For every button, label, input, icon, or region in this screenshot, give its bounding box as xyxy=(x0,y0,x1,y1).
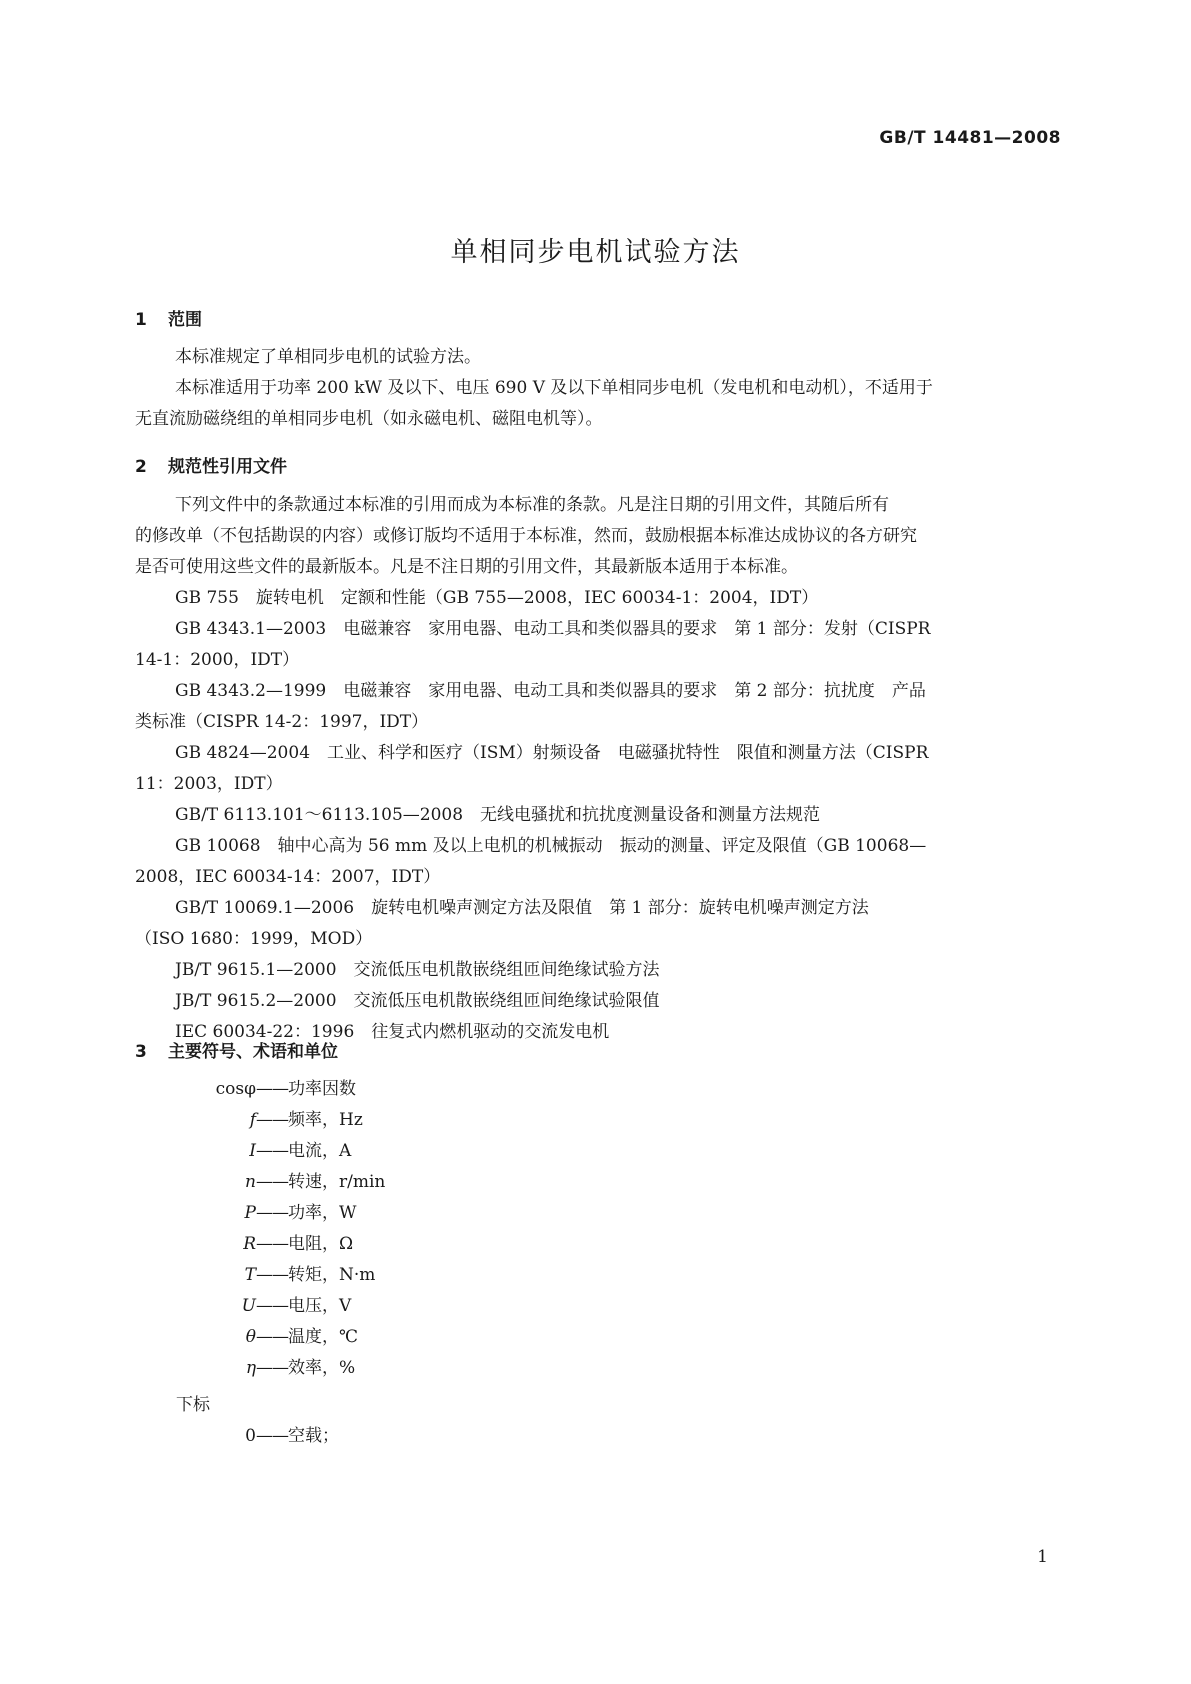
subscript-symbol: 0 xyxy=(245,1426,256,1446)
symbol-desc: 电流，A xyxy=(288,1141,352,1161)
reference-item-cont: 11：2003，IDT） xyxy=(135,774,283,794)
symbol-desc: 功率因数 xyxy=(288,1079,356,1099)
reference-item: GB/T 6113.101～6113.105—2008 无线电骚扰和抗扰度测量设备和测量方法规范 xyxy=(175,805,821,825)
section-number: 2 xyxy=(135,457,147,477)
symbol: I xyxy=(249,1141,256,1161)
dash: —— xyxy=(256,1426,288,1446)
section-title: 主要符号、术语和单位 xyxy=(168,1042,338,1062)
symbol: T xyxy=(244,1265,256,1285)
section-2-intro xyxy=(135,490,1057,583)
dash: —— xyxy=(256,1358,288,1378)
symbol-row xyxy=(176,1105,385,1136)
reference-item: GB 4824—2004 工业、科学和医疗（ISM）射频设备 电磁骚扰特性 限值和测量方法（CISPR xyxy=(175,743,929,763)
document-title: 单相同步电机试验方法 xyxy=(450,237,741,268)
symbol-row xyxy=(176,1136,385,1167)
reference-item-cont: 类标准（CISPR 14-2：1997，IDT） xyxy=(135,712,429,732)
reference-item: GB/T 10069.1—2006 旋转电机噪声测定方法及限值 第 1 部分：旋转电机噪声测定方法 xyxy=(175,898,869,918)
section-2-heading xyxy=(135,452,287,477)
reference-item-cont: 2008，IEC 60034-14：2007，IDT） xyxy=(135,867,441,887)
paragraph-line: 本标准适用于功率 200 kW 及以下、电压 690 V 及以下单相同步电机（发电机和电动机），不适用于 xyxy=(175,378,933,398)
reference-item: JB/T 9615.2—2000 交流低压电机散嵌绕组匝间绝缘试验限值 xyxy=(175,991,660,1011)
symbol-list xyxy=(176,1074,385,1384)
symbol-desc: 电压，V xyxy=(288,1296,352,1316)
section-3-heading xyxy=(135,1037,338,1062)
reference-item: GB 4343.2—1999 电磁兼容 家用电器、电动工具和类似器具的要求 第 2 部分：抗扰度 产品 xyxy=(175,681,926,701)
section-1-body xyxy=(135,342,1057,435)
section-title: 范围 xyxy=(168,310,202,330)
paragraph-line: 下列文件中的条款通过本标准的引用而成为本标准的条款。凡是注日期的引用文件，其随后所有 xyxy=(175,495,889,515)
symbol-desc: 转速，r/min xyxy=(288,1172,386,1192)
symbol: n xyxy=(245,1172,256,1192)
symbol-row xyxy=(176,1229,385,1260)
reference-item: JB/T 9615.1—2000 交流低压电机散嵌绕组匝间绝缘试验方法 xyxy=(175,960,660,980)
section-number: 1 xyxy=(135,310,147,330)
reference-list xyxy=(135,583,1057,1048)
dash: —— xyxy=(256,1327,288,1347)
dash: —— xyxy=(256,1296,288,1316)
symbol-desc: 功率，W xyxy=(288,1203,357,1223)
reference-item: GB 4343.1—2003 电磁兼容 家用电器、电动工具和类似器具的要求 第 1 部分：发射（CISPR xyxy=(175,619,931,639)
reference-item: IEC 60034-22：1996 往复式内燃机驱动的交流发电机 xyxy=(175,1022,610,1042)
paragraph-line: 无直流励磁绕组的单相同步电机（如永磁电机、磁阻电机等）。 xyxy=(135,409,603,429)
dash: —— xyxy=(256,1079,288,1099)
page-number: 1 xyxy=(1037,1547,1048,1567)
dash: —— xyxy=(256,1203,288,1223)
section-1-heading xyxy=(135,305,202,330)
symbol: P xyxy=(244,1203,256,1223)
subscript-row xyxy=(176,1421,339,1446)
subscript-desc: 空载； xyxy=(288,1426,339,1446)
symbol: η xyxy=(245,1358,256,1378)
symbol: U xyxy=(241,1296,256,1316)
paragraph-line: 是否可使用这些文件的最新版本。凡是不注日期的引用文件，其最新版本适用于本标准。 xyxy=(135,557,798,577)
symbol-desc: 频率，Hz xyxy=(288,1110,363,1130)
symbol: cosφ xyxy=(215,1079,256,1099)
section-number: 3 xyxy=(135,1042,147,1062)
reference-item-cont: 14-1：2000，IDT） xyxy=(135,650,300,670)
symbol-row xyxy=(176,1353,385,1384)
standard-code: GB/T 14481—2008 xyxy=(879,128,1061,148)
symbol: θ xyxy=(245,1327,256,1347)
symbol-desc: 温度，℃ xyxy=(288,1327,359,1347)
reference-item: GB 10068 轴中心高为 56 mm 及以上电机的机械振动 振动的测量、评定及限值（GB 10068— xyxy=(175,836,927,856)
symbol-row xyxy=(176,1167,385,1198)
symbol: R xyxy=(243,1234,256,1254)
symbol-row xyxy=(176,1074,385,1105)
symbol-row xyxy=(176,1260,385,1291)
reference-item: GB 755 旋转电机 定额和性能（GB 755—2008，IEC 60034-1：2004，IDT） xyxy=(175,588,819,608)
symbol-row xyxy=(176,1198,385,1229)
dash: —— xyxy=(256,1265,288,1285)
symbol-desc: 转矩，N·m xyxy=(288,1265,376,1285)
dash: —— xyxy=(256,1234,288,1254)
paragraph-line: 的修改单（不包括勘误的内容）或修订版均不适用于本标准，然而，鼓励根据本标准达成协议的各方研究 xyxy=(135,526,917,546)
paragraph-line: 本标准规定了单相同步电机的试验方法。 xyxy=(175,347,481,367)
symbol: f xyxy=(249,1110,256,1130)
symbol-desc: 电阻，Ω xyxy=(288,1234,354,1254)
dash: —— xyxy=(256,1110,288,1130)
dash: —— xyxy=(256,1172,288,1192)
symbol-desc: 效率，% xyxy=(288,1358,356,1378)
dash: —— xyxy=(256,1141,288,1161)
subscript-label: 下标 xyxy=(176,1395,210,1415)
reference-item-cont: （ISO 1680：1999，MOD） xyxy=(135,929,373,949)
section-title: 规范性引用文件 xyxy=(168,457,287,477)
symbol-row xyxy=(176,1291,385,1322)
symbol-row xyxy=(176,1322,385,1353)
